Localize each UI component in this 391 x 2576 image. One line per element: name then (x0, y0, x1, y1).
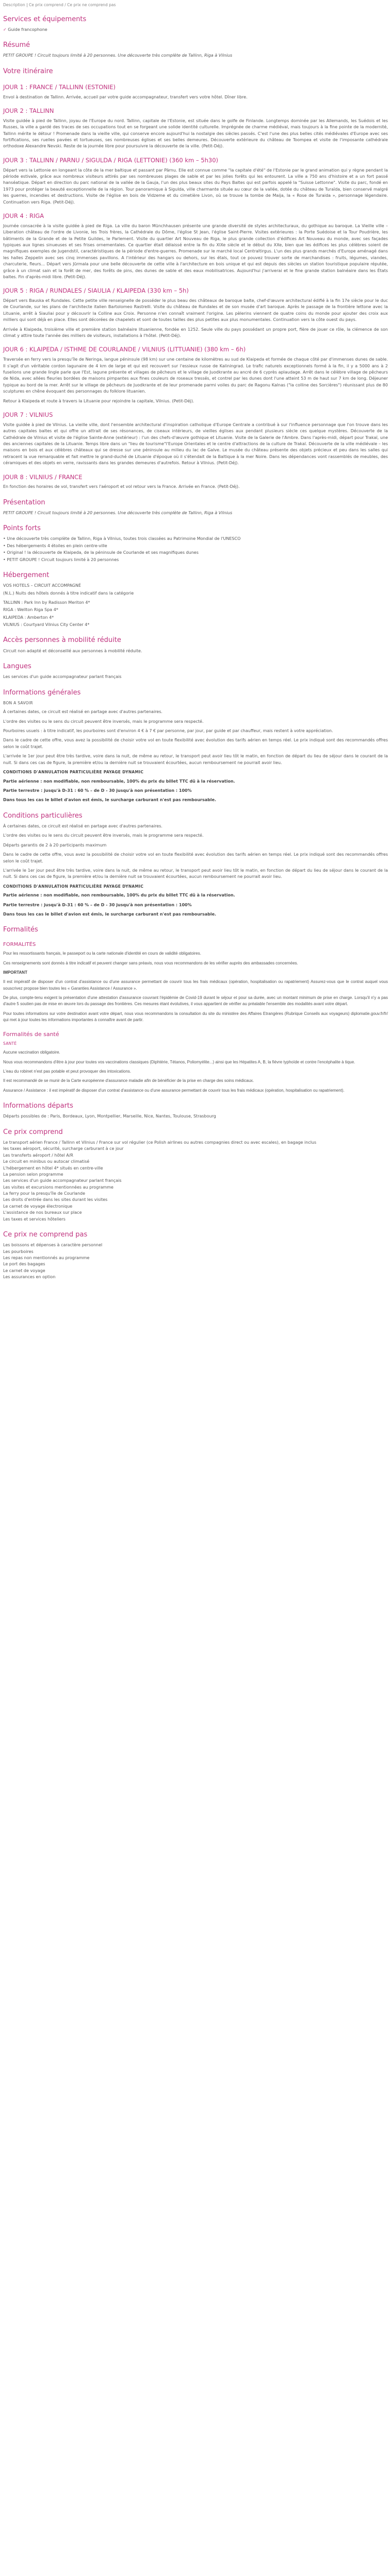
acces-title: Accès personnes à mobilité réduite (3, 636, 121, 645)
formalites-section (3, 925, 388, 1094)
langues-title: Langues (3, 662, 31, 670)
day-block (3, 83, 388, 100)
list-item: • PETIT GROUPE ! Circuit toujours limité à 20 personnes (3, 557, 388, 563)
day-heading: JOUR 4 : RIGA (3, 212, 44, 219)
hebergement-section (3, 570, 388, 628)
sante-paragraph: Aucune vaccination obligatoire. (3, 1050, 60, 1055)
prix-ne-comprend-title: Ce prix ne comprend pas (3, 1231, 88, 1239)
points-forts-section (3, 523, 388, 563)
condition-line: Partie terrestre : jusqu'à D-31 : 60 % – de D - 30 jusqu'à non présentation : 100% (3, 788, 192, 793)
hebergement-title: Hébergement (3, 571, 50, 579)
list-item: Les visites et excursions mentionnées au programme (3, 1184, 113, 1190)
services-item: ✓ Guide francophone (3, 27, 388, 33)
day-text: En fonction des horaires de vol, transfert vers l'aéroport et vol retour vers la France. Arrivée en France. (Petit-Déj). (3, 484, 240, 489)
list-item: Le carnet de voyage (3, 1268, 45, 1273)
list-item: Les assurances en option (3, 1275, 56, 1280)
day-block (3, 212, 388, 280)
day-block (3, 286, 388, 339)
list-item: Le port des bagages (3, 1262, 45, 1267)
sante-subhead: SANTÉ (3, 1041, 17, 1046)
list-item: La ferry pour la presqu'île de Courlande (3, 1191, 86, 1196)
day-text: Traversée en ferry vers la presqu'île de Neringa, langue péninsule (98 km) sur une centaine de kilomètres au sud de Klaipeda et formée de chaque côté par d'immenses dunes de sable. Il s'agit d'un véritable cordon lagunaire de 4 km de large et qui est recouvert sur l'essieux russe de Kaliningrad. Le trafic naturels exceptionnels formé à la fin, il y a 5000 ans à 2 fuselions une grande lingle parle que l'Est, lagune présente et villages de pêcheurs et le village de Juodkrante au ancré de 6 cyprès aplaudage. Arrêt dans le célèbre village de pêcheurs de Nida, avec allées fleuries bordées de maisons pimpantes aux fines couleurs de roseaux tressés, et contrel par les dunes dont l'une atteint 53 m de haut sur 7 km de long. Déjeuner typique au bord de la mer. Arrêt sur le village de pêcheurs de Juodkrante et de leur promenade parmi voiles du parc de Ragonu Kalnas ("la colline des Sorcières") réunissant plus de 80 sculptures en chêne évoquant des personnages du folklore lituanien. (3, 357, 388, 394)
hotel-line: (N.L.) Nuits des hôtels donnés à titre indicatif dans la catégorie (3, 590, 134, 596)
langues-text: Les services d'un guide accompagnateur parlant français (3, 674, 122, 680)
prix-ne-comprend-list (3, 1242, 388, 1280)
departs-section (3, 1101, 388, 1120)
services-list (3, 27, 388, 33)
formalites-important: IMPORTANT (3, 970, 27, 975)
breadcrumb-description-link[interactable]: Description (3, 3, 25, 7)
list-item: • Original ! la découverte de Klaipeda, de la péninsule de Courlande et ses magnifiques dunes (3, 550, 388, 556)
itinerary-section (3, 66, 388, 490)
list-item: • Une découverte très complète de Tallinn, Riga à Vilnius, toutes trois classées au Patrimoine Mondial de l'UNESCO (3, 536, 388, 542)
hotel-line: VILNIUS : Courtyard Vilnius City Center 4* (3, 622, 90, 628)
services-title: Services et équipements (3, 15, 87, 23)
conditions-heading: CONDITIONS D'ANNULATION PARTICULIÈRE PAYAGE DYNAMIC (3, 884, 144, 889)
info-paragraph: À certaines dates, ce circuit est réalisé en partage avec d'autres partenaires. (3, 709, 162, 715)
infos-generales-section (3, 688, 388, 804)
day-heading: JOUR 2 : TALLINN (3, 107, 54, 115)
day-block (3, 345, 388, 404)
sante-paragraph: Nous vous recommandons d'être à jour pour toutes vos vaccinations classiques (Diphtérie, Tétanos, Poliomyélite...) ainsi que les Hépatites A, B, la fièvre typhoïde et contre l'encéphalite à tique. (3, 1059, 355, 1064)
day-text: Envol à destination de Tallinn. Arrivée, accueil par votre guide accompagnateur, transfert vers votre hôtel. Dîner libre. (3, 94, 248, 99)
breadcrumb-includes-link[interactable]: Ce prix comprend / Ce prix ne comprend pas (29, 3, 116, 7)
bon-a-savoir-label: BON A SAVOIR (3, 700, 33, 705)
list-item: L'hébergement en hôtel 4* situés en centre-ville (3, 1165, 103, 1171)
list-item: Le transport aérien France / Tallinn et Vilnius / France sur vol régulier (ce Polish airlines ou autres compagnies direct ou avec escales), en bagage inclus (3, 1140, 317, 1145)
day-text: Visite guidée à pied de Tallinn, joyau de l'Europe du nord. Tallinn, capitale de l'Estonie, est située dans le golfe de Finlande. Longtemps dominée par les Allemands, les Suédois et les Russes, la ville a gardé des traces de ses occupations tout en se forgeant une solide identité culturelle. Imprégnée de charme médiéval, mais toujours à la fine pointe de la modernité, Tallinn mérite le détour ! Promenade dans la vieille ville, qui conserve encore aujourd'hui la nostalgie des siècles passés. C'est l'une des plus belles cités médiévales d'Europe avec ses fortifications, ses ruelles pavées et tortueuses, ses nombreuses églises et ses belles demeures. Découverte extérieure du château de Toompea et visite de l'imposante cathédrale orthodoxe Alexandre Nevski. Reste de la journée libre pour poursuivre la découverte de la ville. (Petit-Déj). (3, 118, 388, 149)
day-heading: JOUR 1 : FRANCE / TALLINN (ESTONIE) (3, 83, 116, 91)
day-block (3, 107, 388, 150)
day-heading: JOUR 6 : KLAIPEDA / ISTHME DE COURLANDE / VILNIUS (LITTUANIE) (380 km – 6h) (3, 346, 246, 353)
condition-line: Partie terrestre : jusqu'à D-31 : 60 % – de D - 30 jusqu'à non présentation : 100% (3, 902, 192, 907)
points-forts-title: Points forts (3, 524, 41, 533)
list-item: Les droits d'entrée dans les sites durant les visites (3, 1197, 108, 1202)
acces-section (3, 635, 388, 654)
list-item: Les boissons et dépenses à caractère personnel (3, 1243, 103, 1248)
departs-title: Informations départs (3, 1102, 73, 1110)
day-text: Journée consacrée à la visite guidée à pied de Riga. La ville du baron Münchhausen présente une grande diversité de styles architecturaux, du gothique au baroque. La Vieille ville – Liberation château de l'ordre de Livonie, les Trois frères, la Cathédrale du Dôme, l'église St Jean, l'église Saint-Pierre. Visites extérieures : la Porte Suédoise et la Tour Poudrière, les bâtiments de la Grande et de la Petite Guildes, le Parlement. Visite du quartier Art Nouveau de Riga, le plus grande collection d'édifices Art Nouveau du monde, avec ses façades typiques aux lignes sinueuses et ses frises ornementales. Ce quartier était délaissé entre la fin du XIXe siècle et le début du XXe, bien que les édifices les plus célèbres soient de magnifiques exemples de Jugendstil, caractéristiques de la période d'entre-guerres. Promenade sur le marché local Centraltirgus. L'un des plus grands marchés d'Europe aménagé dans les halles Zeppelin avec ses cinq immenses pavillons. A l'intérieur des hangars ou dehors, sur les étals, tout ce pouvez trouver sorte de marchandises : fruits, légumes, viandes, charcuterie, fleurs... Départ vers Jūrmala pour une belle découverte de cette ville à l'architecture en bois unique et qui est depuis des siècles un station touristique populaire réputée, grâce à un climat sain et la forêt de mer, des forêts de pins, des dunes de sable et des eaux mobilisatrices. Aujourd'hui j'arriverai et le fine grande station balnéaire dans les États baltes. Fin d'après-midi libre. (Petit-Déj). (3, 223, 388, 279)
day-heading: JOUR 5 : RIGA / RUNDALES / SIAULIA / KLAIPEDA (330 km – 5h) (3, 287, 189, 295)
info-paragraph: L'ordre des visites ou le sens du circuit peuvent être inversés, mais le programme sera respecté. (3, 719, 204, 724)
condition-line: Partie aérienne : non modifiable, non remboursable, 100% du prix du billet TTC dû à la réservation. (3, 778, 235, 784)
list-item: La pension selon programme (3, 1172, 63, 1177)
resume-title: Résumé (3, 41, 30, 49)
day-text: Arrivée à Klaipeda, troisième ville et première station balnéaire lituanienne, fondée en 1252. Seule ville du pays possédant un propre port, fière de jouer ce rôle, la clémence de son climat y attire toute l'année des milliers de visiteurs, installations à l'hôtel. (Petit-Déj). (3, 327, 388, 338)
info-paragraph: Dans le cadre de cette offre, vous avez la possibilité de choisir votre vol en toute flexibilité avec évolution des tarifs aérien en temps réel. Le prix indiqué sont des recommandés offres selon le coût trajet. (3, 852, 388, 863)
services-section (3, 14, 388, 33)
day-block (3, 156, 388, 206)
formalites-paragraph: Il est impératif de disposer d'un contrat d'assistance ou d'une assurance permettant de couvrir tous les frais médicaux (opération, hospitalisation ou rapatriement) Assurez-vous que le contrat auquel vous souscrivez propose bien toutes les « Garanties Assistance / Assurance ». (3, 979, 388, 991)
day-heading: JOUR 3 : TALLINN / PARNU / SIGULDA / RIGA (LETTONIE) (360 km – 5h30) (3, 156, 219, 164)
list-item: Les taxes et services hôteliers (3, 1216, 66, 1222)
list-item: L'assistance de nos bureaux sur place (3, 1210, 82, 1215)
prix-comprend-list (3, 1140, 388, 1223)
list-item: les taxes aéroport, sécurité, surcharge carburant à ce jour (3, 1146, 124, 1151)
formalites-sante-title: Formalités de santé (3, 1030, 59, 1038)
list-item: Le circuit en minibus ou autocar climatisé (3, 1159, 90, 1164)
presentation-title: Présentation (3, 498, 45, 506)
day-heading: JOUR 8 : VILNIUS / FRANCE (3, 473, 83, 481)
day-text: Départ vers Bauska et Rundales. Cette petite ville renseignelle de posséder le plus beau des châteaux de baroque balte, chef-d'œuvre architectural édifié à la fin 17e siècle pour le duc de Courlande, sur les plans de l'architecte italien Bartolomeo Rastrelli. Visite du château de Rundales et de son musée d'art baroque. Après le passage de la frontière lettone avec la Lituanie, arrêt à Siauliai pour y découvrir la Colline aux Croix. Personne n'en connaît vraiment l'origine. Les pèlerins viennent de quatre coins du monde pour ajouter des croix aux milliers qui sont déjà en place. Elles sont décorées de chapelets et sont de toutes tailles des plus petites aux plus monumentales. Continuation vers la côte ouest du pays. (3, 298, 388, 323)
hotel-line: RIGA : Wellton Riga Spa 4* (3, 607, 58, 613)
langues-section (3, 662, 388, 681)
list-item: • Des hébergements 4 étoiles en plein centre-ville (3, 543, 388, 549)
acces-text: Circuit non adapté et déconseillé aux personnes à mobilité réduite. (3, 648, 142, 653)
info-paragraph: L'arrivée le 1er jour peut être très tardive, voire dans la nuit, de même au retour, le transport peut avoir lieu tôt le matin, en fonction de départ du lieu de séjour dans le courant de la nuit. Si dans ces cas de figure, la première et/ou la dernière nuit se trouvaient écourtées, aucun remboursement ne pourrait avoir lieu. (3, 868, 388, 879)
conditions-particulieres-title: Conditions particulières (3, 811, 83, 820)
day-block (3, 411, 388, 467)
day-text: Départ vers la Lettonie en longeant la côte de la mer baltique et passant par Pärnu. Elle est connue comme "la capitale d'été" de l'Estonie par le grand animation qui y règne pendant la période estivale, grâce aux nombreux visiteurs attirés par ses nombreuses plages de sable et par les jolies forêts qui les entourent. La ville a 750 ans d'histoire et a un fort passé hanséatique. Départ en direction du parc national de la vallée de la Gauja, l'un des plus beaux sites du Pays Baltes qui est parfois appelé la "Suisse Lettonne". Visite du parc, fondé en 1973 pour protéger la beauté exceptionnelle de la région. Tour panoramique à Sigulda, ville charmante située au cœur de la vallée, dotée du château de Turaïda, bien conservé malgré les guerres, incendies et destructions. Visite de l'église en bois de Vidzeme et du cimetière Livon, où se trouve la tombe de Maija, la « Rose de Turaida », personnage légendaire. Continuation vers Riga. (Petit-Déj). (3, 167, 388, 205)
prix-comprend-section (3, 1127, 388, 1223)
list-item: Les transferts aéroport / hôtel A/R (3, 1153, 73, 1158)
formalites-title: Formalités (3, 926, 38, 934)
list-item: Les pourboires (3, 1249, 34, 1254)
condition-line: Dans tous les cas le billet d'avion est émis, le surcharge carburant n'est pas remboursable. (3, 912, 217, 917)
info-paragraph: L'arrivée le 1er jour peut être très tardive, voire dans la nuit, de même au retour, le transport peut avoir lieu tôt le matin, en fonction de départ du lieu de séjour dans le courant de la nuit. Si dans ces cas de figure, la première et/ou la dernière nuit se trouvaient écourtées, aucun remboursement ne pourrait avoir lieu. (3, 754, 388, 765)
presentation-text: PETIT GROUPE ! Circuit toujours limité à 20 personnes. Une découverte très complète de Tallinn, Riga à Vilnius (3, 510, 233, 515)
formalites-paragraph: Pour toutes informations sur votre destination avant votre départ, nous vous recommandons la consultation du site du ministère des Affaires Etrangères (Rubrique Conseils aux voyageurs) diplomatie.gouv.fr/fr/ qui met à jour toutes les informations importantes à connaître avant de partir. (3, 1011, 388, 1023)
prix-comprend-title: Ce prix comprend (3, 1128, 63, 1136)
list-item: Les services d'un guide accompagnateur parlant français (3, 1178, 122, 1183)
infos-generales-title: Informations générales (3, 688, 81, 697)
resume-text: PETIT GROUPE ! Circuit toujours limité à 20 personnes. Une découverte très complète de Tallinn, Riga à Vilnius (3, 53, 233, 58)
day-text: Retour à Klaipeda et route à travers la Lituanie pour rejoindre la capitale, Vilnius. (Petit-Déj). (3, 398, 194, 403)
breadcrumb-separator: | (26, 3, 29, 7)
condition-line: Dans tous les cas le billet d'avion est émis, le surcharge carburant n'est pas remboursable. (3, 798, 217, 803)
day-block (3, 473, 388, 490)
hotel-line: VOS HOTELS – CIRCUIT ACCOMPAGNÉ (3, 583, 82, 588)
formalites-paragraph: Ces renseignements sont donnés à titre indicatif et peuvent changer sans préavis, nous vous recommandons de les vérifier auprès des ambassades concernées. (3, 960, 298, 965)
prix-ne-comprend-section (3, 1230, 388, 1280)
day-heading: JOUR 7 : VILNIUS (3, 411, 53, 418)
resume-section (3, 40, 388, 59)
points-forts-list (3, 536, 388, 563)
info-paragraph: Pourboires usuels : à titre indicatif, les pourboires sont d'environ 4 € à 7 € par personne, par jour, par guide et par chauffeur, mais restent à votre appréciation. (3, 728, 333, 734)
list-item: Les repas non mentionnés au programme (3, 1255, 90, 1260)
itinerary-title: Votre itinéraire (3, 67, 53, 75)
hotel-line: KLAIPEDA : Amberton 4* (3, 615, 54, 620)
hotel-line: TALLINN : Park Inn by Radisson Meriton 4* (3, 600, 90, 605)
presentation-section (3, 498, 388, 517)
sante-paragraph: Il est recommandé de se munir de la Carte européenne d'assurance maladie afin de bénéficier de la prise en charge des soins médicaux. (3, 1078, 254, 1083)
conditions-heading: CONDITIONS D'ANNULATION PARTICULIÈRE PAYAGE DYNAMIC (3, 770, 144, 775)
sante-paragraph: L'eau du robinet n'est pas potable et peut provoquer des intoxications. (3, 1069, 132, 1074)
condition-line: Partie aérienne : non modifiable, non remboursable, 100% du prix du billet TTC dû à la réservation. (3, 893, 235, 898)
list-item: Le carnet de voyage électronique (3, 1204, 73, 1209)
formalites-paragraph: De plus, compte-tenu exigent la présentation d'une attestation d'assurance couvrant l'épidémie de Covid-19 durant le séjour et pour sa durée, avec un montant minimum de prise en charge. Lorsqu'il n'y a pas d'autre 5 soutien pas de mise en œuvre lors du passage des frontières. Ces mesures étant évolutives, il vous appartient de vérifier au préalable l'ensemble des modalités avant votre départ. (3, 995, 388, 1007)
breadcrumb (3, 2, 388, 8)
info-paragraph: Dans le cadre de cette offre, vous avez la possibilité de choisir votre vol en toute flexibilité avec évolution des tarifs aérien en temps réel. Le prix indiqué sont des recommandés offres selon le coût trajet. (3, 738, 388, 749)
formalites-subhead: FORMALITÉS (3, 941, 36, 947)
info-paragraph: À certaines dates, ce circuit est réalisé en partage avec d'autres partenaires. (3, 823, 162, 828)
departs-text: Départs possibles de : Paris, Bordeaux, Lyon, Montpellier, Marseille, Nice, Nantes, Toulouse, Strasbourg (3, 1114, 216, 1119)
formalites-paragraph: Pour les ressortissants français, le passeport ou la carte nationale d'identité en cours de validité obligatoires. (3, 951, 201, 956)
sante-paragraph: Assurance / Assistance : il est impératif de disposer d'un contrat d'assistance ou d'une assurance permettant de couvrir tous les frais médicaux (opération, hospitalisation ou rapatriement). (3, 1088, 345, 1093)
day-text: Visite guidée à pied de Vilnius. La vieille ville, dont l'ensemble architectural d'inspiration catholique d'Europe Centrale a contribué à sur l'influence personnage que l'on trouve dans les autres capitales baltes et qui offre un attrait de ses résonances, de ciseaux intérieurs, de vieilles églises aux pendant plusieurs siècle ces quelque mystères. Découverte de la Cathédrale de Vilnius et visite de l'église Sainte-Anne (extérieur) : l'un des chefs-d'œuvre gothique et Lituanie. Visite de la Galerie de l'Ambre. Dans l'après-midi, départ pour Trakaï, une des anciennes capitales de la Lituanie. Temps libre dans un "lieu de tourisme"l'Europe Orientales et le centre d'attractions de la culture de Trakaï. Découverte de la ville médiévale – les maisons en bois et aux célèbres châteaux qui se dresse sur une péninsule au milieu du lac de Galve. Le musée du château présente des objets précieux et peu dans les salles qui retracent la vue remarquable et fait mettre le grand-duché de Lituanie d'époque où il s'étendait de la Baltique à la mer Noire. Dans les dépendances vont rassemblés de meubles, des céramiques et des objets en verre, ravissants dans les grandes demeures d'autrefois. Retour à Vilnius. (Petit-Déj). (3, 422, 388, 466)
info-paragraph: Départs garantis de 2 à 20 participants maximum (3, 842, 107, 848)
conditions-particulieres-section (3, 811, 388, 918)
info-paragraph: L'ordre des visites ou le sens du circuit peuvent être inversés, mais le programme sera respecté. (3, 833, 204, 838)
